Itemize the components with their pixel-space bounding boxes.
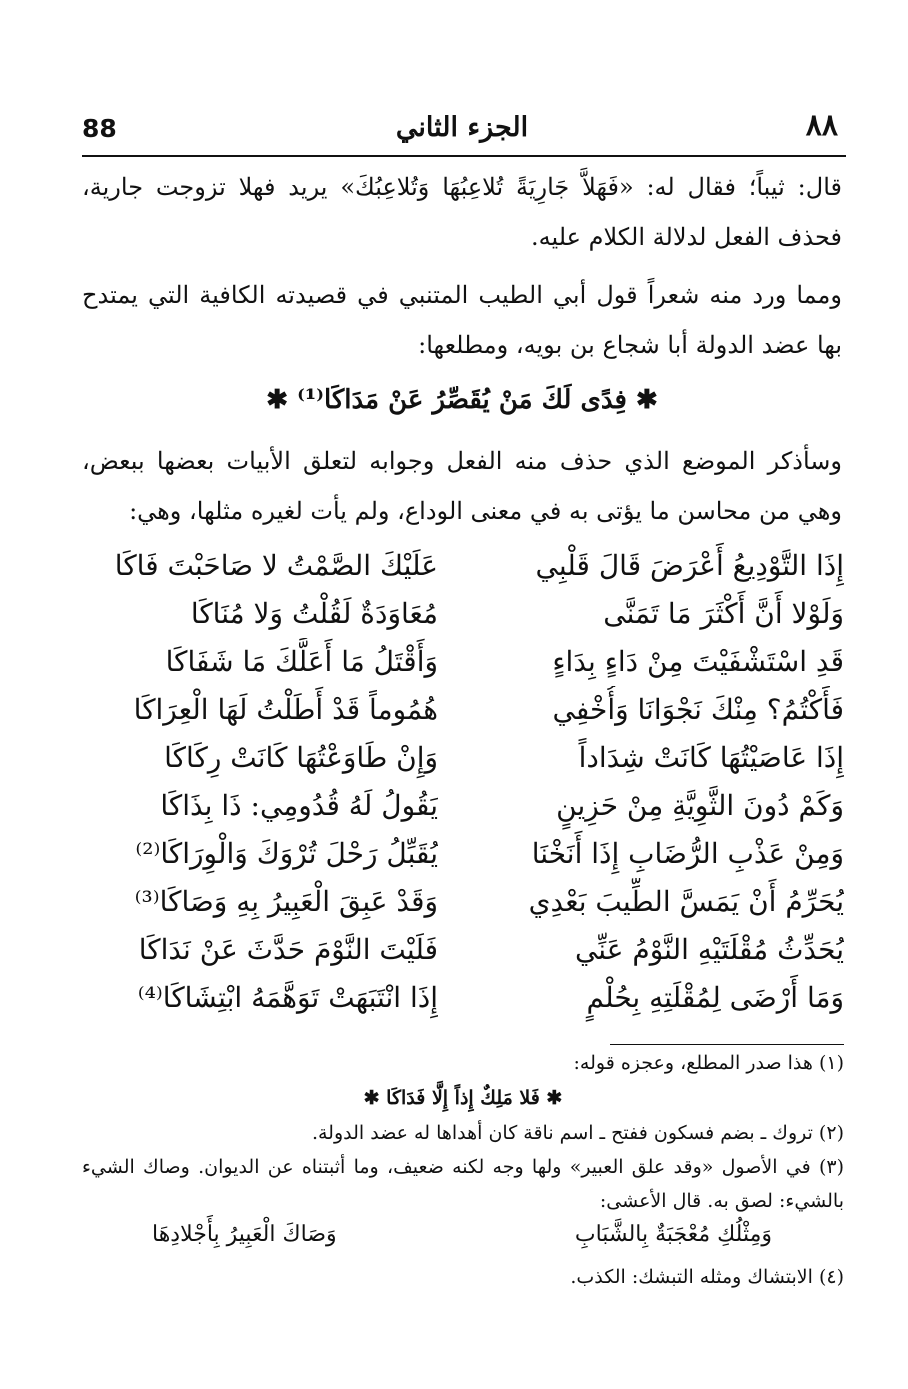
poem-verse	[88, 926, 844, 974]
second-hemistich: عَلَيْكَ الصَّمْتُ لا صَاحَبْتَ فَاكَا	[114, 549, 438, 582]
first-hemistich: يُحَدِّثُ مُقْلَتَيْهِ النَّوْمُ عَنِّي	[574, 933, 844, 966]
poem-verse	[88, 734, 844, 782]
second-hemistich: إِذَا انْتَبَهَتْ تَوَهَّمَهُ ابْتِشَاكَا⁽⁴⁾	[137, 981, 438, 1014]
poem-verse	[88, 878, 844, 926]
first-hemistich: فَأَكْتُمُ؟ مِنْكَ نَجْوَانَا وَأُخْفِي	[552, 693, 844, 726]
first-hemistich: وَلَوْلا أَنَّ أَكْثَرَ مَا تَمَنَّى	[603, 597, 844, 630]
second-hemistich: وَقَدْ عَبِقَ الْعَبِيرُ بِهِ وَصَاكَا⁽³⁾	[134, 885, 438, 918]
poem	[88, 542, 844, 1022]
footnote-1-verse: ✱ فَلا مَلِكٌ إِذاً إِلَّا فَدَاكَا ✱	[363, 1087, 563, 1109]
poem-verse	[88, 686, 844, 734]
poem-verse	[88, 638, 844, 686]
poem-verse	[88, 830, 844, 878]
first-hemistich: إِذَا التَّوْدِيعُ أَعْرَضَ قَالَ قَلْبِي	[535, 549, 844, 582]
poem-verse	[88, 974, 844, 1022]
poem-verse	[88, 542, 844, 590]
second-hemistich: فَلَيْتَ النَّوْمَ حَدَّثَ عَنْ نَدَاكَا	[138, 933, 438, 966]
page-number-arabic: ٨٨	[805, 108, 838, 143]
footnote-rule	[610, 1044, 844, 1045]
second-hemistich: هُمُوماً قَدْ أَطَلْتُ لَهَا الْعِرَاكَا	[133, 693, 438, 726]
footnote-4: (٤) الابتشاك ومثله التبشك: الكذب.	[570, 1266, 844, 1288]
first-hemistich: إِذَا عَاصَيْتُهَا كَانَتْ شِدَاداً	[578, 741, 844, 774]
footnote-3-second-hemistich: وَصَاكَ الْعَبِيرُ بِأَجْلادِهَا	[152, 1222, 337, 1247]
first-hemistich: وَمِنْ عَذْبِ الرُّضَابِ إِذَا أَنَخْنَا	[531, 837, 844, 870]
second-hemistich: وَإِنْ طَاوَعْتُهَا كَانَتْ رِكَاكَا	[164, 741, 438, 774]
second-hemistich: مُعَاوَدَةٌ لَقُلْتُ وَلا مُنَاكَا	[190, 597, 438, 630]
paragraph-2: ومما ورد منه شعراً قول أبي الطيب المتنبي في قصيدته الكافية التي يمتدح بها عضد الدولة أبا شجاع بن بويه، ومطلعها:	[82, 281, 842, 359]
footnotes	[82, 1046, 844, 1294]
paragraph-3: وسأذكر الموضع الذي حذف منه الفعل وجوابه لتعلق الأبيات بعضها ببعض، وهي من محاسن ما يؤتى به في معنى الوداع، ولم يأت لغيره مثلها، وهي:	[82, 447, 842, 525]
page-number-latin: 88	[82, 114, 117, 143]
poem-verse	[88, 782, 844, 830]
footnote-1: (١) هذا صدر المطلع، وعجزه قوله:	[573, 1052, 844, 1074]
second-hemistich: يُقَبِّلُ رَحْلَ تُرْوَكَ وَالْوِرَاكَا⁽²⁾	[135, 837, 438, 870]
footnote-3-verse	[82, 1218, 844, 1260]
first-hemistich: قَدِ اسْتَشْفَيْتَ مِنْ دَاءٍ بِدَاءٍ	[552, 645, 844, 678]
footnote-3-first-hemistich: وَمِثْلُكِ مُعْجَبَةٌ بِالشَّبَابِ	[574, 1222, 772, 1247]
footnote-3: (٣) في الأصول «وقد علق العبير» ولها وجه لكنه ضعيف، وما أثبتناه عن الديوان. وصاك الشيء بالشيء: لصق به. قال الأعشى:	[82, 1156, 844, 1212]
footnote-2: (٢) تروك ـ بضم فسكون ففتح ـ اسم ناقة كان أهداها له عضد الدولة.	[311, 1122, 844, 1144]
paragraph-1: قال: ثيباً؛ فقال له: «فَهَلاَّ جَارِيَةً تُلاعِبُهَا وَتُلاعِبُكَ» يريد فهلا تزوجت جارية، فحذف الفعل لدلالة الكلام عليه.	[82, 173, 842, 251]
first-hemistich: يُحَرِّمُ أَنْ يَمَسَّ الطِّيبَ بَعْدِي	[528, 885, 844, 918]
first-hemistich: وَكَمْ دُونَ الثَّوِيَّةِ مِنْ حَزِينٍ	[556, 789, 844, 822]
first-hemistich: وَمَا أَرْضَى لِمُقْلَتِهِ بِحُلْمٍ	[586, 981, 844, 1014]
header-rule	[82, 155, 846, 157]
second-hemistich: وَأَقْتَلُ مَا أَعَلَّكَ مَا شَفَاكَا	[165, 645, 438, 678]
poem-verse	[88, 590, 844, 638]
opening-verse: ✱ فِدًى لَكَ مَنْ يُقَصِّرُ عَنْ مَدَاكَا⁽¹⁾ ✱	[266, 385, 658, 415]
page-header	[82, 108, 842, 152]
running-title: الجزء الثاني	[395, 112, 529, 143]
second-hemistich: يَقُولُ لَهُ قُدُومِي: ذَا بِذَاكَا	[160, 789, 438, 822]
